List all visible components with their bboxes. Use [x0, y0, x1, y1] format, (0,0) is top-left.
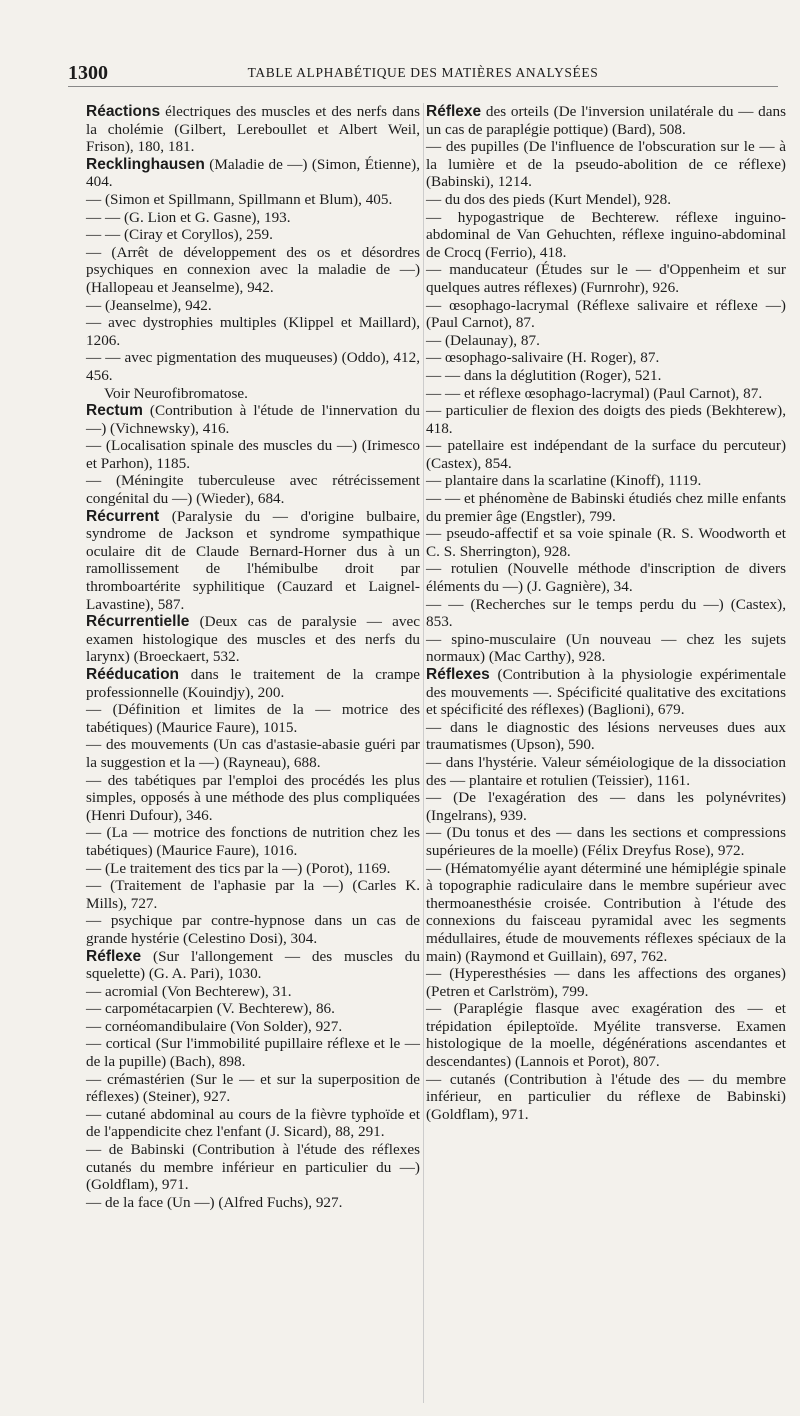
index-entry	[86, 226, 420, 244]
entry-text: — des tabétiques par l'emploi des procédés les plus simples, opposés à une méthode des plus compliquées (Henri Dufour), 346.	[86, 771, 420, 824]
entry-text: (Deux cas de paralysie — avec examen histologique des muscles et des nerfs du larynx) (Broeckaert, 532.	[86, 613, 420, 666]
entry-text: — de Babinski (Contribution à l'étude des réflexes cutanés du membre inférieur en particulier du —) (Goldflam), 971.	[86, 1141, 420, 1194]
index-entry	[426, 789, 786, 824]
entry-text: — (La — motrice des fonctions de nutrition chez les tabétiques) (Maurice Faure), 1016.	[86, 824, 420, 859]
entry-text: — (Du tonus et des — dans les sections et compressions supérieures de la moelle) (Félix Dreyfus Rose), 972.	[426, 824, 786, 859]
index-entry	[426, 402, 786, 437]
entry-text: — avec dystrophies multiples (Klippel et Maillard), 1206.	[86, 314, 420, 349]
index-entry	[86, 437, 420, 472]
index-entry	[426, 631, 786, 666]
entry-text: — des pupilles (De l'influence de l'obscuration sur le — à la lumière et de la pseudo-abolition de ce réflexe) (Babinski), 1214.	[426, 138, 786, 191]
entry-text: — dans l'hystérie. Valeur séméiologique de la dissociation des — plantaire et rotulien (Teissier), 1161.	[426, 753, 786, 789]
entry-text: — des mouvements (Un cas d'astasie-abasie guéri par la suggestion et la —) (Rayneau), 688.	[86, 736, 420, 771]
entry-text: — — dans la déglutition (Roger), 521.	[426, 366, 662, 384]
index-entry	[426, 472, 786, 490]
entry-text: Voir Neurofibromatose.	[104, 384, 248, 402]
index-entry	[86, 402, 420, 437]
index-column-right	[426, 103, 786, 1123]
index-entry	[426, 385, 786, 403]
entry-text: — (Arrêt de développement des os et désordres psychiques en connexion avec la maladie de —) (Hallopeau et Jeanselme), 942.	[86, 243, 420, 296]
entry-text: — (Traitement de l'aphasie par la —) (Carles K. Mills), 727.	[86, 877, 420, 912]
entry-text: — œsophago-lacrymal (Réflexe salivaire et réflexe —) (Paul Carnot), 87.	[426, 296, 786, 332]
index-entry	[86, 385, 420, 403]
entry-text: — — (Ciray et Coryllos), 259.	[86, 226, 273, 244]
entry-text: — acromial (Von Bechterew), 31.	[86, 982, 292, 1000]
index-entry	[86, 244, 420, 297]
entry-heading: Récurrent	[86, 507, 160, 525]
entry-text: (Contribution à l'étude de l'innervation du —) (Vichnewsky), 416.	[86, 402, 420, 437]
entry-text: (Sur l'allongement — des muscles du squelette) (G. A. Pari), 1030.	[86, 947, 420, 983]
index-entry	[426, 209, 786, 262]
entry-text: — spino-musculaire (Un nouveau — chez les sujets normaux) (Mac Carthy), 928.	[426, 630, 786, 666]
index-entry	[426, 103, 786, 138]
entry-text: — plantaire dans la scarlatine (Kinoff), 1119.	[426, 472, 702, 490]
index-entry	[426, 525, 786, 560]
entry-text: — dans le diagnostic des lésions nerveuses dues aux traumatismes (Upson), 590.	[426, 718, 786, 754]
index-entry	[86, 948, 420, 983]
entry-text: — manducateur (Études sur le — d'Oppenheim et sur quelques autres réflexes) (Furnrohr), 926.	[426, 261, 786, 296]
index-entry	[426, 367, 786, 385]
index-entry	[426, 191, 786, 209]
index-entry	[426, 297, 786, 332]
index-entry	[86, 613, 420, 666]
entry-text: — — et réflexe œsophago-lacrymal) (Paul Carnot), 87.	[426, 384, 763, 402]
index-entry	[426, 596, 786, 631]
index-entry	[86, 860, 420, 878]
index-entry	[86, 156, 420, 191]
entry-text: — œsophago-salivaire (H. Roger), 87.	[426, 349, 660, 367]
index-entry	[86, 1194, 420, 1212]
index-entry	[86, 1071, 420, 1106]
index-entry	[426, 261, 786, 296]
entry-text: — psychique par contre-hypnose dans un cas de grande hystérie (Celestino Dosi), 304.	[86, 912, 420, 947]
entry-text: — (Delaunay), 87.	[426, 331, 540, 349]
entry-text: (Paralysie du — d'origine bulbaire, syndrome de Jackson et syndrome sympathique oculaire dit de Claude Bernard-Horner dus à un ramollissement de l'hémibulbe droit par thromboartérite syphilitique (Cauzard et Laignel-Lavastine), 587.	[86, 507, 420, 613]
entry-text: — (De l'exagération des — dans les polynévrites) (Ingelrans), 939.	[426, 789, 786, 824]
entry-text: — — avec pigmentation des muqueuses) (Oddo), 412, 456.	[86, 349, 420, 384]
index-entry	[426, 349, 786, 367]
index-entry	[426, 1000, 786, 1070]
index-entry	[426, 332, 786, 350]
index-column-left	[86, 103, 420, 1211]
entry-text: dans le traitement de la crampe professionnelle (Kouindjy), 200.	[86, 666, 420, 701]
index-entry	[426, 860, 786, 966]
entry-text: — (Hématomyélie ayant déterminé une hémiplégie spinale à topographie radiculaire dans le membre supérieur avec thermoanesthésie croisée. Contribution à l'étude des connexions du faisceau pyramidal avec les segments médullaires, étude de mouvements réflexes spéciaux de la main) (Raymond et Guillain), 697, 762.	[426, 859, 786, 965]
entry-heading: Récurrentielle	[86, 613, 190, 631]
entry-text: — (Méningite tuberculeuse avec rétrécissement congénital du —) (Wieder), 684.	[86, 472, 420, 508]
index-entry	[426, 965, 786, 1000]
index-entry	[86, 472, 420, 507]
index-entry	[86, 314, 420, 349]
entry-text: — — (Recherches sur le temps perdu du —) (Castex), 853.	[426, 595, 786, 631]
running-title: TABLE ALPHABÉTIQUE DES MATIÈRES ANALYSÉES	[247, 65, 599, 80]
index-entry	[86, 701, 420, 736]
entry-text: — du dos des pieds (Kurt Mendel), 928.	[426, 190, 672, 208]
entry-text: — cornéomandibulaire (Von Solder), 927.	[86, 1017, 343, 1035]
entry-text: — (Localisation spinale des muscles du —) (Irimesco et Parhon), 1185.	[86, 437, 420, 472]
entry-text: des orteils (De l'inversion unilatérale du — dans un cas de paraplégie pottique) (Bard), 508.	[426, 103, 786, 138]
entry-text: — — (G. Lion et G. Gasne), 193.	[86, 208, 291, 226]
index-entry	[426, 824, 786, 859]
entry-text: — (Jeanselme), 942.	[86, 296, 212, 314]
index-entry	[86, 824, 420, 859]
index-entry	[86, 1000, 420, 1018]
entry-text: — carpométacarpien (V. Bechterew), 86.	[86, 1000, 335, 1018]
page-header	[68, 62, 778, 87]
entry-heading: Réflexe	[426, 103, 482, 120]
index-entry	[86, 1141, 420, 1194]
index-entry	[86, 1035, 420, 1070]
entry-text: — crémastérien (Sur le — et sur la superposition de réflexes) (Steiner), 927.	[86, 1070, 420, 1106]
index-entry	[86, 349, 420, 384]
index-entry	[426, 138, 786, 191]
entry-text: (Maladie de —) (Simon, Étienne), 404.	[86, 155, 420, 191]
entry-text: — pseudo-affectif et sa voie spinale (R. S. Woodworth et C. S. Sherrington), 928.	[426, 525, 786, 560]
entry-heading: Rééducation	[86, 666, 180, 683]
entry-text: — cutanés (Contribution à l'étude des — du membre inférieur, en particulier du réflexe de Babinski) (Goldflam), 971.	[426, 1070, 786, 1123]
entry-heading: Réflexe	[86, 947, 142, 965]
index-entry	[86, 666, 420, 701]
entry-text: électriques des muscles et des nerfs dans la cholémie (Gilbert, Lereboullet et Albert Weil, Frison), 180, 181.	[86, 103, 420, 156]
index-entry	[86, 209, 420, 227]
entry-text: — de la face (Un —) (Alfred Fuchs), 927.	[86, 1193, 343, 1211]
entry-heading: Réflexes	[426, 666, 490, 683]
entry-text: — patellaire est indépendant de la surface du percuteur) (Castex), 854.	[426, 437, 786, 472]
index-entry	[86, 772, 420, 825]
page-number: 1300	[68, 62, 108, 84]
index-entry	[426, 490, 786, 525]
entry-heading: Rectum	[86, 402, 143, 420]
index-entry	[86, 1106, 420, 1141]
entry-text: — (Définition et limites de la — motrice des tabétiques) (Maurice Faure), 1015.	[86, 701, 420, 736]
entry-text: — rotulien (Nouvelle méthode d'inscription de divers éléments du —) (J. Gagnière), 34.	[426, 560, 786, 596]
entry-text: — (Le traitement des tics par la —) (Porot), 1169.	[86, 859, 391, 877]
index-entry	[86, 912, 420, 947]
entry-text: — cortical (Sur l'immobilité pupillaire réflexe et le — de la pupille) (Bach), 898.	[86, 1035, 420, 1071]
entry-heading: Recklinghausen	[86, 155, 205, 173]
index-entry	[86, 103, 420, 156]
index-entry	[86, 191, 420, 209]
index-entry	[86, 1018, 420, 1036]
index-entry	[426, 1071, 786, 1124]
index-entry	[426, 754, 786, 789]
entry-text: — — et phénomène de Babinski étudiés chez mille enfants du premier âge (Engstler), 799.	[426, 490, 786, 525]
index-entry	[86, 297, 420, 315]
index-entry	[426, 437, 786, 472]
index-entry	[426, 560, 786, 595]
entry-text: — hypogastrique de Bechterew. réflexe inguino-abdominal de Van Gehuchten, réflexe inguino-abdominal de Crocq (Ferrio), 418.	[426, 208, 786, 261]
entry-heading: Réactions	[86, 103, 161, 120]
index-entry	[86, 736, 420, 771]
entry-text: — (Paraplégie flasque avec exagération des — et trépidation épileptoïde. Myélite transverse. Examen histologique de la moelle, dégénérations ascendantes et descendantes) (Lannois et Porot), 807.	[426, 1000, 786, 1071]
entry-text: — particulier de flexion des doigts des pieds (Bekhterew), 418.	[426, 402, 786, 437]
entry-text: — (Simon et Spillmann, Spillmann et Blum), 405.	[86, 190, 393, 208]
index-entry	[86, 983, 420, 1001]
index-entry	[426, 719, 786, 754]
column-divider	[423, 103, 424, 1403]
entry-text: — (Hyperesthésies — dans les affections des organes) (Petren et Carlström), 799.	[426, 965, 786, 1000]
index-entry	[426, 666, 786, 719]
entry-text: (Contribution à la physiologie expérimentale des mouvements —. Spécificité qualitative des excitations et spécificité des réflexes) (Baglioni), 679.	[426, 666, 786, 719]
entry-text: — cutané abdominal au cours de la fièvre typhoïde et de l'appendicite chez l'enfant (J. Sicard), 88, 291.	[86, 1105, 420, 1141]
index-entry	[86, 877, 420, 912]
index-entry	[86, 508, 420, 614]
